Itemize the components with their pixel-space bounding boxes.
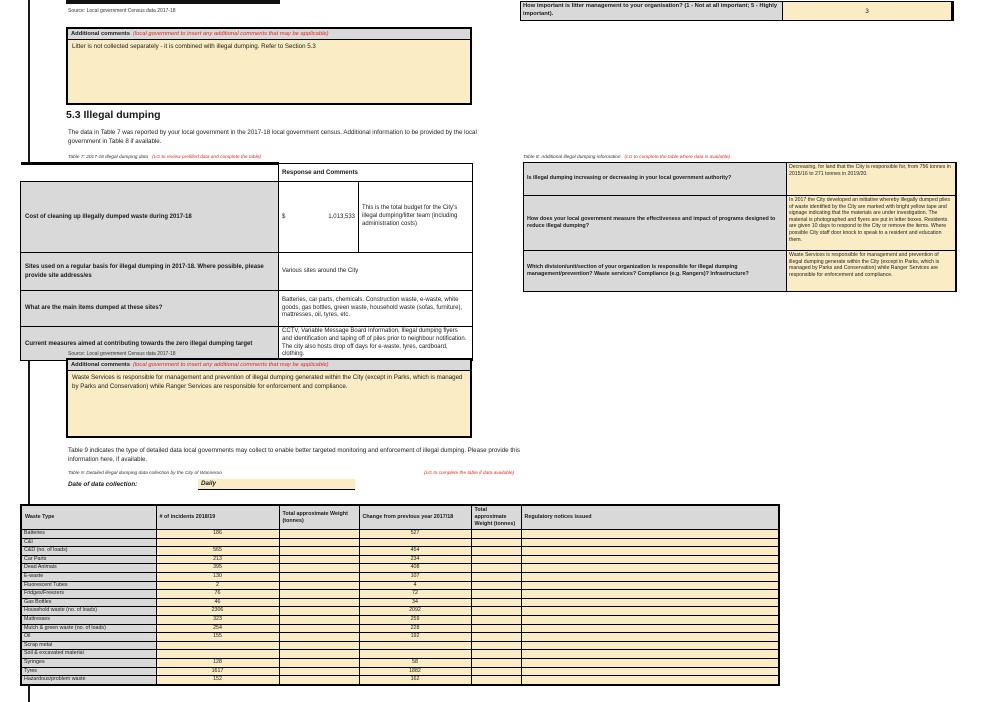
- weight2-cell[interactable]: [471, 676, 521, 685]
- table8-caption-text: Table 8: Additional illegal dumping information: [523, 155, 621, 160]
- waste-type-cell: E-waste: [21, 573, 156, 582]
- table9-row: [21, 676, 779, 685]
- change-cell[interactable]: 2092: [359, 607, 471, 616]
- incidents-cell[interactable]: 323: [156, 615, 279, 624]
- incidents-cell[interactable]: 2306: [156, 607, 279, 616]
- table9-header-row: [21, 505, 779, 530]
- weight2-cell[interactable]: [471, 564, 521, 573]
- additional-comments-box-2: [66, 358, 472, 438]
- table8-division-answer-cell[interactable]: Waste Services is responsible for management and prevention of illegal dumping generate within the City (except in Parks, which is managed by Parks and Conservation) while Ranger Services are responsible for enforcement and compliance.: [787, 251, 957, 292]
- weight2-cell[interactable]: [471, 641, 521, 650]
- change-cell[interactable]: 408: [359, 564, 471, 573]
- table7-header-empty-cell: [21, 164, 279, 182]
- weight2-cell[interactable]: [471, 530, 521, 539]
- table8-trend-answer-cell[interactable]: Decreasing, for land that the City is responsible for, from 756 tonnes in 2015/16 to 271 tonnes in 2019/20.: [787, 163, 957, 196]
- table9-caption: [68, 471, 768, 476]
- table7-items-response-cell[interactable]: Batteries, car parts, chemicals. Construction waste, e-waste, white goods, gas bottles, green waste, household waste (sofas, furniture), mattresses, oil, tyres, etc.: [279, 291, 473, 327]
- incidents-cell[interactable]: [156, 641, 279, 650]
- change-cell[interactable]: 162: [359, 676, 471, 685]
- weight2-cell[interactable]: [471, 538, 521, 547]
- table7-row-items: [21, 291, 473, 327]
- table9-row: [21, 530, 779, 539]
- table7-items-label: What are the main items dumped at these sites?: [21, 291, 279, 327]
- additional-comments-header-2: [68, 360, 470, 371]
- cost-amount: 1,013,533: [328, 214, 355, 220]
- weight-cell[interactable]: [279, 633, 359, 642]
- change-cell[interactable]: 1882: [359, 667, 471, 676]
- weight-cell[interactable]: [279, 555, 359, 564]
- weight-cell[interactable]: [279, 538, 359, 547]
- table8-row-division: [524, 251, 957, 292]
- table9-col-incidents: # of incidents 2018/19: [156, 505, 279, 530]
- notices-cell[interactable]: [521, 633, 779, 642]
- weight2-cell[interactable]: [471, 547, 521, 556]
- waste-type-cell: Dead Animals: [21, 564, 156, 573]
- table9-row: [21, 590, 779, 599]
- table9-row: [21, 607, 779, 616]
- notices-cell[interactable]: [521, 598, 779, 607]
- notices-cell[interactable]: [521, 676, 779, 685]
- weight-cell[interactable]: [279, 547, 359, 556]
- table7-row-cost: [21, 182, 473, 253]
- notices-cell[interactable]: [521, 590, 779, 599]
- table9-row: [21, 538, 779, 547]
- weight2-cell[interactable]: [471, 624, 521, 633]
- table9-row: [21, 633, 779, 642]
- table7-caption: [68, 155, 261, 160]
- notices-cell[interactable]: [521, 564, 779, 573]
- notices-cell[interactable]: [521, 641, 779, 650]
- weight-cell[interactable]: [279, 581, 359, 590]
- change-cell[interactable]: 228: [359, 624, 471, 633]
- source-note-top: Source: Local government Census data 2017-18: [68, 8, 176, 14]
- table8-effectiveness-answer-cell[interactable]: In 2017 the City developed an initiative whereby illegally dumped piles of waste identified by the City are marked with bright yellow tape and signage indicating that the materials are under investigation. The material is photographed and flyers are put in letter boxes. Residents are given 10 days to respond to the City or remove the items. Where possible City staff door knock to speak to a resident and education them.: [787, 196, 957, 251]
- table7-header-row: [21, 164, 473, 182]
- weight-cell[interactable]: [279, 676, 359, 685]
- incidents-cell[interactable]: [156, 650, 279, 659]
- weight-cell[interactable]: [279, 658, 359, 667]
- weight2-cell[interactable]: [471, 650, 521, 659]
- litter-importance-row: [521, 2, 953, 21]
- date-of-collection-input[interactable]: Daily: [198, 479, 355, 490]
- incidents-cell[interactable]: 2: [156, 581, 279, 590]
- change-cell[interactable]: 107: [359, 573, 471, 582]
- table9-detailed-data: [20, 504, 780, 686]
- table7-response-header: Response and Comments: [279, 164, 473, 182]
- incidents-cell[interactable]: 186: [156, 530, 279, 539]
- weight2-cell[interactable]: [471, 573, 521, 582]
- incidents-cell[interactable]: 213: [156, 555, 279, 564]
- incidents-cell[interactable]: [156, 538, 279, 547]
- change-cell[interactable]: 192: [359, 633, 471, 642]
- notices-cell[interactable]: [521, 667, 779, 676]
- weight2-cell[interactable]: [471, 658, 521, 667]
- change-cell[interactable]: [359, 538, 471, 547]
- weight-cell[interactable]: [279, 667, 359, 676]
- incidents-cell[interactable]: 1617: [156, 667, 279, 676]
- incidents-cell[interactable]: 152: [156, 676, 279, 685]
- table9-row: [21, 581, 779, 590]
- table7-cost-label: Cost of cleaning up illegally dumped waste during 2017-18: [21, 182, 279, 253]
- waste-type-cell: Syringes: [21, 658, 156, 667]
- table7-illegal-dumping-data: [20, 162, 473, 361]
- incidents-cell[interactable]: 395: [156, 564, 279, 573]
- table9-row: [21, 641, 779, 650]
- additional-comments-hint-2: (local government to insert any additional comments that may be applicable): [132, 362, 329, 368]
- incidents-cell[interactable]: 76: [156, 590, 279, 599]
- table9-row: [21, 650, 779, 659]
- table7-row-sites: [21, 253, 473, 291]
- change-cell[interactable]: 454: [359, 547, 471, 556]
- waste-type-cell: Tyres: [21, 667, 156, 676]
- incidents-cell[interactable]: 565: [156, 547, 279, 556]
- weight2-cell[interactable]: [471, 667, 521, 676]
- notices-cell[interactable]: [521, 530, 779, 539]
- change-cell[interactable]: 58: [359, 658, 471, 667]
- incidents-cell[interactable]: 130: [156, 573, 279, 582]
- table9-col-notices: Regulatory notices issued: [521, 505, 779, 530]
- table8-division-question: Which division/unit/section of your organization is responsible for illegal dumping management/prevention? Waste services? Compliance (e.g. Rangers)? Infrastructure?: [524, 251, 787, 292]
- litter-importance-question: How important is litter management to your organisation? (1 - Not at all important; 5 - Highly important).: [521, 2, 783, 21]
- table9-row: [21, 624, 779, 633]
- table8-row-effectiveness: [524, 196, 957, 251]
- weight-cell[interactable]: [279, 624, 359, 633]
- weight2-cell[interactable]: [471, 555, 521, 564]
- change-cell[interactable]: 259: [359, 615, 471, 624]
- table8-caption-note: (LG to complete the table where data is available): [624, 155, 731, 160]
- waste-type-cell: Scrap metal: [21, 641, 156, 650]
- change-cell[interactable]: 234: [359, 555, 471, 564]
- additional-comments-title-1: Additional comments: [71, 31, 130, 37]
- change-cell[interactable]: 34: [359, 598, 471, 607]
- litter-importance-table: [520, 1, 954, 21]
- table9-row: [21, 547, 779, 556]
- notices-cell[interactable]: [521, 607, 779, 616]
- additional-comments-header-1: [68, 29, 470, 40]
- weight2-cell[interactable]: [471, 598, 521, 607]
- additional-comments-hint-1: (local government to insert any additional comments that may be applicable): [132, 31, 329, 37]
- weight-cell[interactable]: [279, 564, 359, 573]
- waste-type-cell: Mulch & green waste (no. of loads): [21, 624, 156, 633]
- weight-cell[interactable]: [279, 607, 359, 616]
- waste-type-cell: C&D (no. of loads): [21, 547, 156, 556]
- waste-type-cell: Hazardous/problem waste: [21, 676, 156, 685]
- incidents-cell[interactable]: 46: [156, 598, 279, 607]
- table8-effectiveness-question: How does your local government measure the effectiveness and impact of programs designed to reduce illegal dumping?: [524, 196, 787, 251]
- table8-trend-question: Is illegal dumping increasing or decreasing in your local government authority?: [524, 163, 787, 196]
- section-intro-paragraph: The data in Table 7 was reported by your local government in the 2017-18 local government census. Additional information to be provided by the local government in Table 8 if available.: [68, 129, 477, 146]
- additional-comments-input-2[interactable]: Waste Services is responsible for management and prevention of illegal dumping generated within the City (except in Parks, which is managed by Parks and Conservation) while Ranger Services are responsible for enforcement and compliance.: [72, 374, 463, 391]
- table9-col-change: Change from previous year 2017/18: [359, 505, 471, 530]
- section-heading: 5.3 Illegal dumping: [66, 109, 161, 121]
- notices-cell[interactable]: [521, 581, 779, 590]
- table9-row: [21, 564, 779, 573]
- table9-col-weight2: Total approximate Weight (tonnes): [471, 505, 521, 530]
- incidents-cell[interactable]: 128: [156, 658, 279, 667]
- notices-cell[interactable]: [521, 555, 779, 564]
- currency-symbol: $: [282, 214, 286, 220]
- table7-cost-value-cell[interactable]: [279, 182, 359, 253]
- table9-col-waste-type: Waste Type: [21, 505, 156, 530]
- table7-sites-label: Sites used on a regular basis for illegal dumping in 2017-18. Where possible, please provide site address/es: [21, 253, 279, 291]
- change-cell[interactable]: 4: [359, 581, 471, 590]
- table9-caption-note: (LG to complete the table if data available): [424, 471, 515, 476]
- table8-row-trend: [524, 163, 957, 196]
- source-note-table7: Source: Local government Census data 2017-18: [68, 351, 176, 357]
- table7-measures-label: Current measures aimed at contributing towards the zero illegal dumping target: [21, 327, 279, 361]
- weight-cell[interactable]: [279, 650, 359, 659]
- change-cell[interactable]: [359, 641, 471, 650]
- weight-cell[interactable]: [279, 615, 359, 624]
- additional-comments-input-1[interactable]: Litter is not collected separately - it is combined with illegal dumping. Refer to Section 5.3: [72, 43, 316, 50]
- table7-caption-text: Table 7: 2017-18 Illegal dumping data: [68, 155, 149, 160]
- notices-cell[interactable]: [521, 538, 779, 547]
- table9-row: [21, 573, 779, 582]
- weight2-cell[interactable]: [471, 581, 521, 590]
- table8-additional-info: [523, 162, 957, 292]
- incidents-cell[interactable]: 254: [156, 624, 279, 633]
- weight-cell[interactable]: [279, 530, 359, 539]
- weight-cell[interactable]: [279, 573, 359, 582]
- incidents-cell[interactable]: 155: [156, 633, 279, 642]
- notices-cell[interactable]: [521, 615, 779, 624]
- notices-cell[interactable]: [521, 573, 779, 582]
- change-cell[interactable]: [359, 650, 471, 659]
- waste-type-cell: Household waste (no. of loads): [21, 607, 156, 616]
- table9-row: [21, 667, 779, 676]
- notices-cell[interactable]: [521, 547, 779, 556]
- waste-type-cell: Soil & excavated material: [21, 650, 156, 659]
- table9-row: [21, 598, 779, 607]
- additional-comments-box-1: [66, 27, 472, 105]
- date-of-collection-label: Date of data collection:: [68, 481, 138, 488]
- table9-col-weight: Total approximate Weight (tonnes): [279, 505, 359, 530]
- waste-type-cell: Mattresses: [21, 615, 156, 624]
- notices-cell[interactable]: [521, 658, 779, 667]
- waste-type-cell: Fridges/Freezers: [21, 590, 156, 599]
- waste-type-cell: C&I: [21, 538, 156, 547]
- waste-type-cell: Batteries: [21, 530, 156, 539]
- weight-cell[interactable]: [279, 598, 359, 607]
- litter-importance-answer-cell[interactable]: 3: [783, 2, 953, 21]
- waste-type-cell: Oil: [21, 633, 156, 642]
- weight-cell[interactable]: [279, 590, 359, 599]
- cutoff-table-bottom-border: [66, 0, 280, 4]
- table7-caption-note: (LG to review prefilled data and complete the table): [152, 155, 261, 160]
- table9-intro-paragraph: Table 9 indicates the type of detailed data local governments may collect to enable better targeted monitoring and enforcement of illegal dumping. Please provide this information here, if available.: [68, 447, 520, 464]
- additional-comments-title-2: Additional comments: [71, 362, 130, 368]
- change-cell[interactable]: 72: [359, 590, 471, 599]
- weight2-cell[interactable]: [471, 590, 521, 599]
- notices-cell[interactable]: [521, 624, 779, 633]
- table9-row: [21, 615, 779, 624]
- weight2-cell[interactable]: [471, 607, 521, 616]
- waste-type-cell: Fluorescent Tubes: [21, 581, 156, 590]
- table9-row: [21, 555, 779, 564]
- table9-caption-text: Table 9: Detailed illegal dumping data collection by the City of Wanneroo: [68, 471, 222, 476]
- table8-caption: [523, 155, 730, 160]
- notices-cell[interactable]: [521, 650, 779, 659]
- table9-body: [21, 530, 779, 685]
- weight2-cell[interactable]: [471, 633, 521, 642]
- weight-cell[interactable]: [279, 641, 359, 650]
- table7-cost-comment-cell[interactable]: This is the total budget for the City's illegal dumping/litter team (including administration costs): [359, 182, 473, 253]
- table7-sites-response-cell[interactable]: Various sites around the City: [279, 253, 473, 291]
- change-cell[interactable]: 527: [359, 530, 471, 539]
- waste-type-cell: Gas Bottles: [21, 598, 156, 607]
- table9-row: [21, 658, 779, 667]
- weight2-cell[interactable]: [471, 615, 521, 624]
- waste-type-cell: Car Parts: [21, 555, 156, 564]
- table7-measures-response-cell[interactable]: CCTV, Variable Message Board Information, Illegal dumping flyers and identification and taping off of piles prior to neighbour notification. The city also hosts drop off days for e-waste, tyres, cardboard, clothing.: [279, 327, 473, 361]
